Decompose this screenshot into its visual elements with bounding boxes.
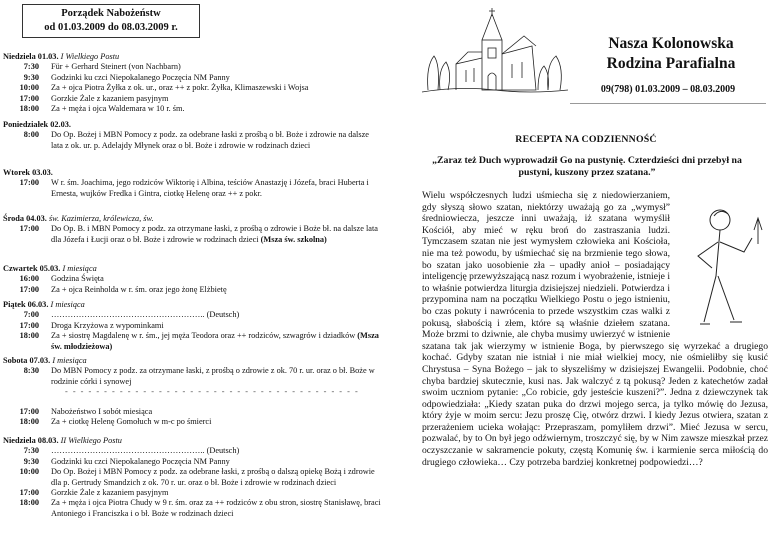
day-header: Wtorek 03.03. [3,168,53,177]
divider [570,103,766,104]
mass-entry: 18:00 Za + siostrę Magdalenę w r. śm., jej męża Teodora oraz ++ rodziców, szwagrów i dziadków (Msza św. młodzieżowa) [19,331,379,351]
praying-figure-icon [676,196,768,336]
article-heading: RECEPTA NA CODZIENNOŚĆ [515,134,657,145]
mass-entry: 7:00 ……………………………………………….. (Deutsch) [23,310,240,320]
article-text: Wielu współczesnych ludzi uśmiecha się z niedowierzaniem, gdy słyszą słowo szatan, niektórzy uważają go za „wymysł” średniowiecza, jeszcze inni uważają, iż szatana wymyślił Kościół, aby mieć w ręku broń do zastraszania ludzi. Tymczasem szatan nie jest wymysłem człowieka ani Kościoła, nie ma też powodu, by uśmiechać się na brzmienie tego słowa, bo szatan jako uosobienie zła – upadły anioł – posiadający inteligencję przewyższającą nasz rozum i wyobrażenie, istnieje i to właśnie potwierdza liturgia dzisiejszej niedzieli. Potwierdza i przypomina nam na początku Wielkiego Postu o jego istnieniu, bo czas pokuty i nawrócenia to przede wszystkim czas walki z pokusą, słabością i złem, które są właśnie dziełem szatana. Może brzmi to dziwnie, ale chyba musimy uwierzyć w istnienie szatana tak jak wierzymy w istnienie Boga, by pierwszego się wyrzekać a drugiego kochać. Gdyby szatan nie istniał i nie miał wielkiej mocy, nie ośmieliłby się kusić Chrystusa – Syna Bożego – jak to słyszeliśmy w dzisiejszej Ewangelii. Podobnie, choć chyba bardziej skutecznie, kusi nas. Jak walczyć z tą pokusą? Jeden z katechetów zadał swoim uczniom pytanie: „Co robicie, gdy jesteście kuszeni?”. Jedna z dziewczynek tak odpowiedziała: „Kiedy szatan puka do drzwi mojego serca, ja tylko mówię do Jezusa, który żyje w moim sercu: Jezu proszę Cię, otwórz drzwi. I kiedy Jezus otwiera, szatan z przerażeniem ucieka wołając: Przepraszam, pomyliłem drzwi”. Mieć Jezusa w sercu, pozwalać, by to On był jego odźwiernym, troszczyć się, by w Nim zawsze mieszkał przez oczyszczanie w sakramencie pokuty, częstą Komunię św. i karmienie serca miłością do drugiego człowieka… Czy potrzeba bardziej konkretnej podpowiedzi…? [422,190,768,468]
mass-entry: 9:30 Godzinki ku czci Niepokalanego Poczęcia NM Panny [23,456,230,466]
day-thursday [3,264,381,295]
mass-entry: 18:00 Za + męża i ojca Waldemara w 10 r. śm. [19,104,185,114]
day-sunday-1 [3,52,381,114]
day-saturday-evening [3,407,381,428]
schedule-range: od 01.03.2009 do 08.03.2009 r. [44,22,178,33]
schedule-column [0,0,382,543]
day-note: I miesiąca [62,264,97,273]
day-note: II Wielkiego Postu [60,436,122,445]
mass-entry: 18:00 Za + ciotkę Helenę Gomołuch w m-c po śmierci [19,417,212,427]
article-body [422,190,768,540]
mass-entry: 7:30 ……………………………………………….. (Deutsch) [23,446,240,456]
day-note: I miesiąca [52,356,87,365]
day-wednesday [3,214,381,245]
issue-number: 09(798) 01.03.2009 – 08.03.2009 [600,84,736,95]
day-header: Środa 04.03. [3,214,47,223]
mass-entry: 17:00 Gorzkie Żale z kazaniem pasyjnym [19,488,169,498]
day-header: Niedziela 08.03. [3,436,59,445]
day-note: I miesiąca [50,300,85,309]
mass-entry: 17:00 Gorzkie Żale z kazaniem pasyjnym [19,93,169,103]
day-header: Niedziela 01.03. [3,52,59,61]
day-header: Sobota 07.03. [3,356,51,365]
mass-entry: 16:00 Godzina Święta [19,274,104,284]
mass-entry: 18:00 Za + męża i ojca Piotra Chudy w 9 r. śm. oraz za ++ rodziców z obu stron, siostrę Stanisławę, braci Antoniego i Franciszka i o bł. Boże w rodzinach dzieci [19,498,381,518]
schedule-title: Porządek Nabożeństw [61,8,161,19]
mass-entry: 17:00 Droga Krzyżowa z wypominkami [19,320,164,330]
mass-entry: 8:00 Do Op. Bożej i MBN Pomocy z podz. za odebrane łaski z prośbą o bł. Boże i zdrowie na dalsze lata z ok. ur. p. Adelajdy Młynek oraz o bł. Boże i zdrowie w rodzinach dzieci [23,130,369,150]
day-friday [3,300,381,352]
day-tuesday [3,168,381,199]
day-header: Czwartek 05.03. [3,264,61,273]
mass-entry: 10:00 Za + ojca Piotra Żyłka z ok. ur., oraz ++ z pokr. Żyłka, Klimaszewski i Wojsa [19,83,309,93]
day-saturday [3,356,381,398]
day-monday [3,120,381,151]
mass-entry: 17:00 Za + ojca Reinholda w r. śm. oraz jego żonę Elżbietę [19,284,227,294]
mass-entry: 10:00 Do Op. Bożej i MBN Pomocy z podz. za odebrane łaski, z prośbą o dalszą opiekę Bożą i zdrowie dla p. Gertrudy Smandzich z ok. 70 r. ur. oraz o bł. Boże i zdrowie w rodzinach dzieci [19,467,375,487]
mass-entry: 9:30 Godzinki ku czci Niepokalanego Poczęcia NM Panny [23,72,230,82]
mass-entry: 17:00 Do Op. B. i MBN Pomocy z podz. za otrzymane łaski, z prośbą o zdrowie i Boże bł. na dalsze lata dla Józefa i Łucji oraz o bł. Boże i zdrowie w rodzinach dzieci (Msza św. szkolna) [19,224,378,244]
church-icon [420,6,570,98]
separator-line: - - - - - - - - - - - - - - - - - - - - - - - - - - - - - - - - - - - - - - [65,387,360,397]
day-header: Poniedziałek 02.03. [3,120,71,129]
day-note: św. Kazimierza, królewicza, św. [48,214,154,223]
article-quote: „Zaraz też Duch wyprowadził Go na pustynię. Czterdzieści dni przebył na pustyni, kuszony przez szatana.” [432,155,742,178]
mass-entry: 8:30 Do MBN Pomocy z podz. za otrzymane łaski, z prośbą o zdrowie z ok. 70 r. ur. oraz o bł. Boże w rodzinie córki i synowej [23,366,375,386]
newsletter-column [404,0,768,543]
mass-entry: 17:00 W r. śm. Joachima, jego rodziców Wiktorię i Albina, teściów Anastazję i Józefa, braci Huberta i Ernesta, wujków Fredka i Gintra, ciotkę Helenę oraz ++ z pokr. [19,178,369,198]
day-header: Piątek 06.03. [3,300,49,309]
parish-name: Nasza Kolonowska Rodzina Parafialna [606,35,736,72]
mass-entry: 17:00 Nabożeństwo I sobót miesiąca [19,407,153,416]
day-sunday-2 [3,436,381,519]
day-note: I Wielkiego Postu [60,52,120,61]
mass-entry: 7:30 Für + Gerhard Steinert (von Nachbarn) [23,62,181,72]
schedule-title-box [22,4,200,38]
